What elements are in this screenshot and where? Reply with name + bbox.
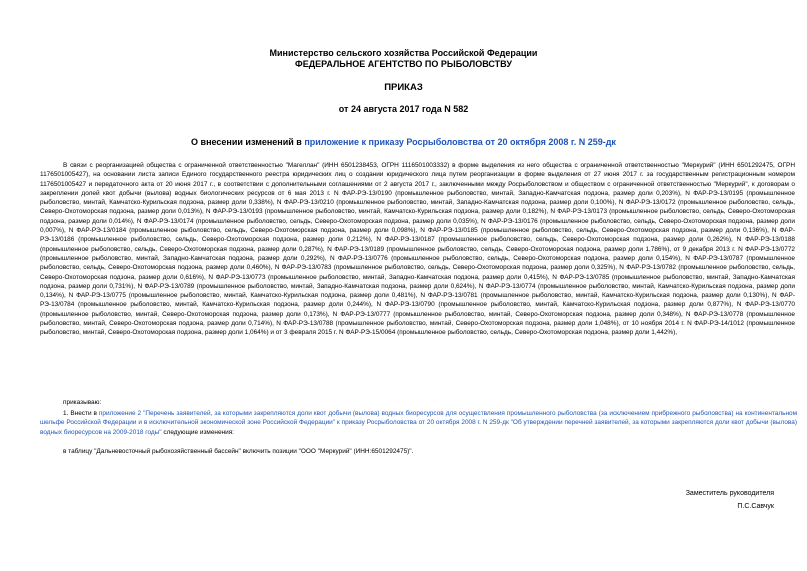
title-link[interactable]: приложение к приказу Росрыболовства от 20 октября 2008 г. N 259-дк [304,137,616,147]
document-title [0,137,807,147]
agency-name: ФЕДЕРАЛЬНОЕ АГЕНТСТВО ПО РЫБОЛОВСТВУ [295,59,512,69]
item-2-paragraph: в таблицу "Дальневосточный рыбохозяйственный бассейн" включить позиции "ООО "Меркурий" (ИНН:6501292475)". [63,448,414,455]
item-1-paragraph [40,409,797,437]
title-prefix: О внесении изменений в [191,137,305,147]
preamble-paragraph: В связи с реорганизацией общества с ограниченной ответственностью "Магеллан" (ИНН 6501238453, ОГРН 1116501003332) в форме выделения из него общества с ограниченной ответственностью "Меркурий" (ИНН 6501292475, ОГРН 1176501005427), на основании листа записи Единого государственного реестра юридических лиц о создании юридического лица путем реорганизации в форме выделения от 27 июня 2017 г. за государственным регистрационным номером 1176501005427 и передаточного акта от 20 июня 2017 г., в соответствии с дополнительными соглашениями от 2 августа 2017 г., заключенными между Росрыболовством и обществом с ограниченной ответственностью "Меркурий", к договорам о закреплении долей квот добычи (вылова) водных биологических ресурсов от 6 мая 2013 г. N ФАР-РЭ-13/0190 (промышленное рыболовство, минтай, Западно-Камчатская подзона, размер доли 0,203%), N ФАР-РЭ-13/0195 (промышленное рыболовство, минтай, Камчатско-Курильская подзона, размер доли 0,338%), N ФАР-РЭ-13/0210 (промышленное рыболовство, минтай, Западно-Камчатская подзона, размер доли 0,100%), N ФАР-РЭ-13/0172 (промышленное рыболовство, сельдь, Северо-Охотоморская подзона, размер доли 0,013%), N ФАР-РЭ-13/0193 (промышленное рыболовство, минтай, Камчатско-Курильская подзона, размер доли 0,182%), N ФАР-РЭ-13/0173 (промышленное рыболовство, сельдь, Северо-Охотоморская подзона, размер доли 0,014%), N ФАР-РЭ-13/0174 (промышленное рыболовство, сельдь, Северо-Охотоморская подзона, размер доли 0,035%), N ФАР-РЭ-13/0176 (промышленное рыболовство, сельдь, Северо-Охотоморская подзона, размер доли 0,007%), N ФАР-РЭ-13/0184 (промышленное рыболовство, сельдь, Северо-Охотоморская подзона, размер доли 0,098%), N ФАР-РЭ-13/0185 (промышленное рыболовство, сельдь, Северо-Охотоморская подзона, размер доли 0,136%), N ФАР-РЭ-13/0186 (промышленное рыболовство, сельдь, Северо-Охотоморская подзона, размер доли 0,212%), N ФАР-РЭ-13/0187 (промышленное рыболовство, сельдь, Северо-Охотоморская подзона, размер доли 0,262%), N ФАР-РЭ-13/0188 (промышленное рыболовство, сельдь, Северо-Охотоморская подзона, размер доли 0,287%), N ФАР-РЭ-13/0189 (промышленное рыболовство, сельдь, Северо-Охотоморская подзона, размер доли 1,786%), от 9 декабря 2013 г. N ФАР-РЭ-13/0772 (промышленное рыболовство, минтай, Западно-Камчатская подзона, размер доли 0,292%), N ФАР-РЭ-13/0776 (промышленное рыболовство, сельдь, Северо-Охотоморская подзона, размер доли 0,154%), N ФАР-РЭ-13/0787 (промышленное рыболовство, сельдь, Северо-Охотоморская подзона, размер доли 0,460%), N ФАР-РЭ-13/0783 (промышленное рыболовство, сельдь, Северо-Охотоморская подзона, размер доли 0,325%), N ФАР-РЭ-13/0782 (промышленное рыболовство, сельдь, Северо-Охотоморская подзона, размер доли 0,616%), N ФАР-РЭ-13/0773 (промышленное рыболовство, минтай, Западно-Камчатская подзона, размер доли 0,415%), N ФАР-РЭ-13/0785 (промышленное рыболовство, минтай, Западно-Камчатская подзона, размер доли 0,731%), N ФАР-РЭ-13/0789 (промышленное рыболовство, минтай, Западно-Камчатская подзона, размер доли 0,624%), N ФАР-РЭ-13/0774 (промышленное рыболовство, минтай, Камчатско-Курильская подзона, размер доли 0,134%), N ФАР-РЭ-13/0775 (промышленное рыболовство, минтай, Камчатско-Курильская подзона, размер доли 0,481%), N ФАР-РЭ-13/0781 (промышленное рыболовство, минтай, Камчатско-Курильская подзона, размер доли 0,130%), N ФАР-РЭ-13/0784 (промышленное рыболовство, минтай, Камчатско-Курильская подзона, размер доли 0,244%), N ФАР-РЭ-13/0790 (промышленное рыболовство, минтай, Камчатско-Курильская подзона, размер доли 0,877%), N ФАР-РЭ-13/0770 (промышленное рыболовство, минтай, Северо-Охотоморская подзона, размер доли 0,173%), N ФАР-РЭ-13/0777 (промышленное рыболовство, минтай, Северо-Охотоморская подзона, размер доли 0,348%), N ФАР-РЭ-13/0778 (промышленное рыболовство, минтай, Северо-Охотоморская подзона, размер доли 0,714%), N ФАР-РЭ-13/0788 (промышленное рыболовство, минтай, Северо-Охотоморская подзона, размер доли 1,048%), от 10 ноября 2014 г. N ФАР-РЭ-14/1012 (промышленное рыболовство, минтай, Северо-Охотоморская подзона, размер доли 1,064%) и от 3 февраля 2015 г. N ФАР-РЭ-15/0064 (промышленное рыболовство, сельдь, Северо-Охотоморская подзона, размер доли 1,442%), [40,162,795,337]
item-1-prefix: 1. Внести в [63,410,99,417]
item-1-suffix: следующие изменения: [161,428,234,436]
ministry-name: Министерство сельского хозяйства Российской Федерации [269,48,538,58]
signatory-name: П.С.Савчук [737,503,774,510]
document-date: от 24 августа 2017 года N 582 [338,104,469,114]
signatory-position: Заместитель руководителя [685,490,774,497]
document-type: ПРИКАЗ [384,82,423,93]
item-1-link[interactable]: приложение 2 "Перечень заявителей, за которыми закрепляются доли квот добычи (вылова) водных биоресурсов для осуществления промышленного рыболовства (за исключением прибрежного рыболовства) на континентальном шельфе Российской Федерации и в исключительной экономической зоне Российской Федерации" к приказу Росрыболовства от 20 октября 2008 г. N 259-дк "Об утверждении перечней заявителей, за которыми закрепляются доли квот добычи (вылова) водных биоресурсов на 2009-2018 годы" [40,410,797,436]
order-word: приказываю: [63,399,102,406]
